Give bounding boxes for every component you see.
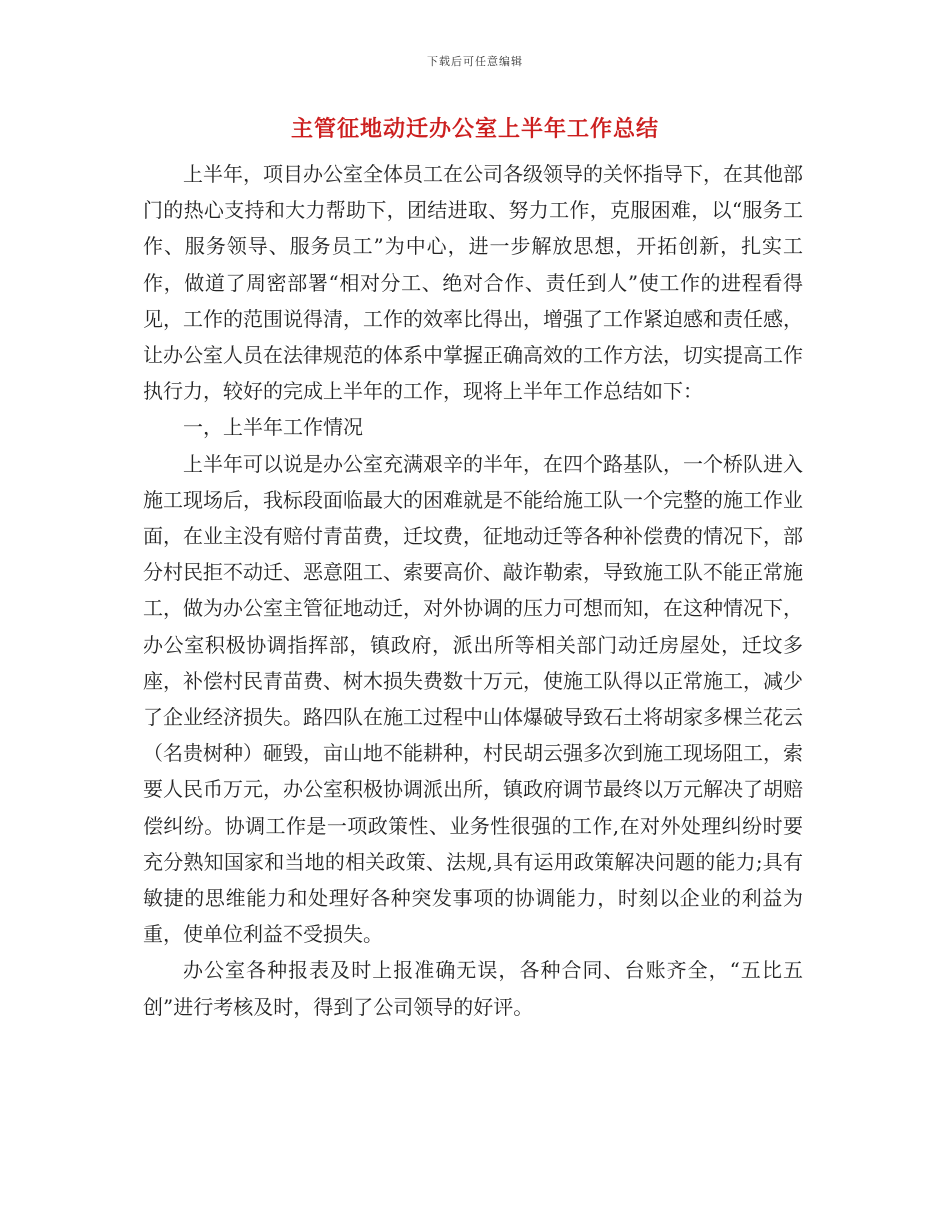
document-title: 主管征地动迁办公室上半年工作总结 — [290, 117, 659, 142]
header-note: 下载后可任意编辑 — [427, 55, 523, 68]
section-heading: 一，上半年工作情况 — [183, 415, 363, 440]
paragraph-reports: 办公室各种报表及时上报准确无误，各种合同、台账齐全，“五比五创”进行考核及时，得到了公司领导的好评。 — [143, 958, 803, 1019]
paragraph-intro: 上半年，项目办公室全体员工在公司各级领导的关怀指导下，在其他部门的热心支持和大力帮助下，团结进取、努力工作，克服困难，以“服务工作、服务领导、服务员工”为中心，进一步解放思想，开拓创新，扎实工作，做道了周密部署“相对分工、绝对合作、责任到人”使工作的进程看得见，工作的范围说得清，工作的效率比得出，增强了工作紧迫感和责任感，让办公室人员在法律规范的体系中掌握正确高效的工作方法，切实提高工作执行力，较好的完成上半年的工作，现将上半年工作总结如下： — [143, 162, 803, 404]
paragraph-work-situation: 上半年可以说是办公室充满艰辛的半年，在四个路基队，一个桥队进入施工现场后，我标段面临最大的困难就是不能给施工队一个完整的施工作业面，在业主没有赔付青苗费，迁坟费，征地动迁等各种补偿费的情况下，部分村民拒不动迁、恶意阻工、索要高价、敲诈勒索，导致施工队不能正常施工，做为办公室主管征地动迁，对外协调的压力可想而知，在这种情况下，办公室积极协调指挥部，镇政府，派出所等相关部门动迁房屋处，迁坟多座，补偿村民青苗费、树木损失费数十万元，使施工队得以正常施工，减少了企业经济损失。路四队在施工过程中山体爆破导致石土将胡家多棵兰花云（名贵树种）砸毁，亩山地不能耕种，村民胡云强多次到施工现场阻工，索要人民币万元，办公室积极协调派出所，镇政府调节最终以万元解决了胡赔偿纠纷。协调工作是一项政策性、业务性很强的工作,在对外处理纠纷时要充分熟知国家和当地的相关政策、法规,具有运用政策解决问题的能力;具有敏捷的思维能力和处理好各种突发事项的协调能力，时刻以企业的利益为重，使单位利益不受损失。 — [143, 451, 803, 947]
document-body — [143, 156, 803, 1025]
